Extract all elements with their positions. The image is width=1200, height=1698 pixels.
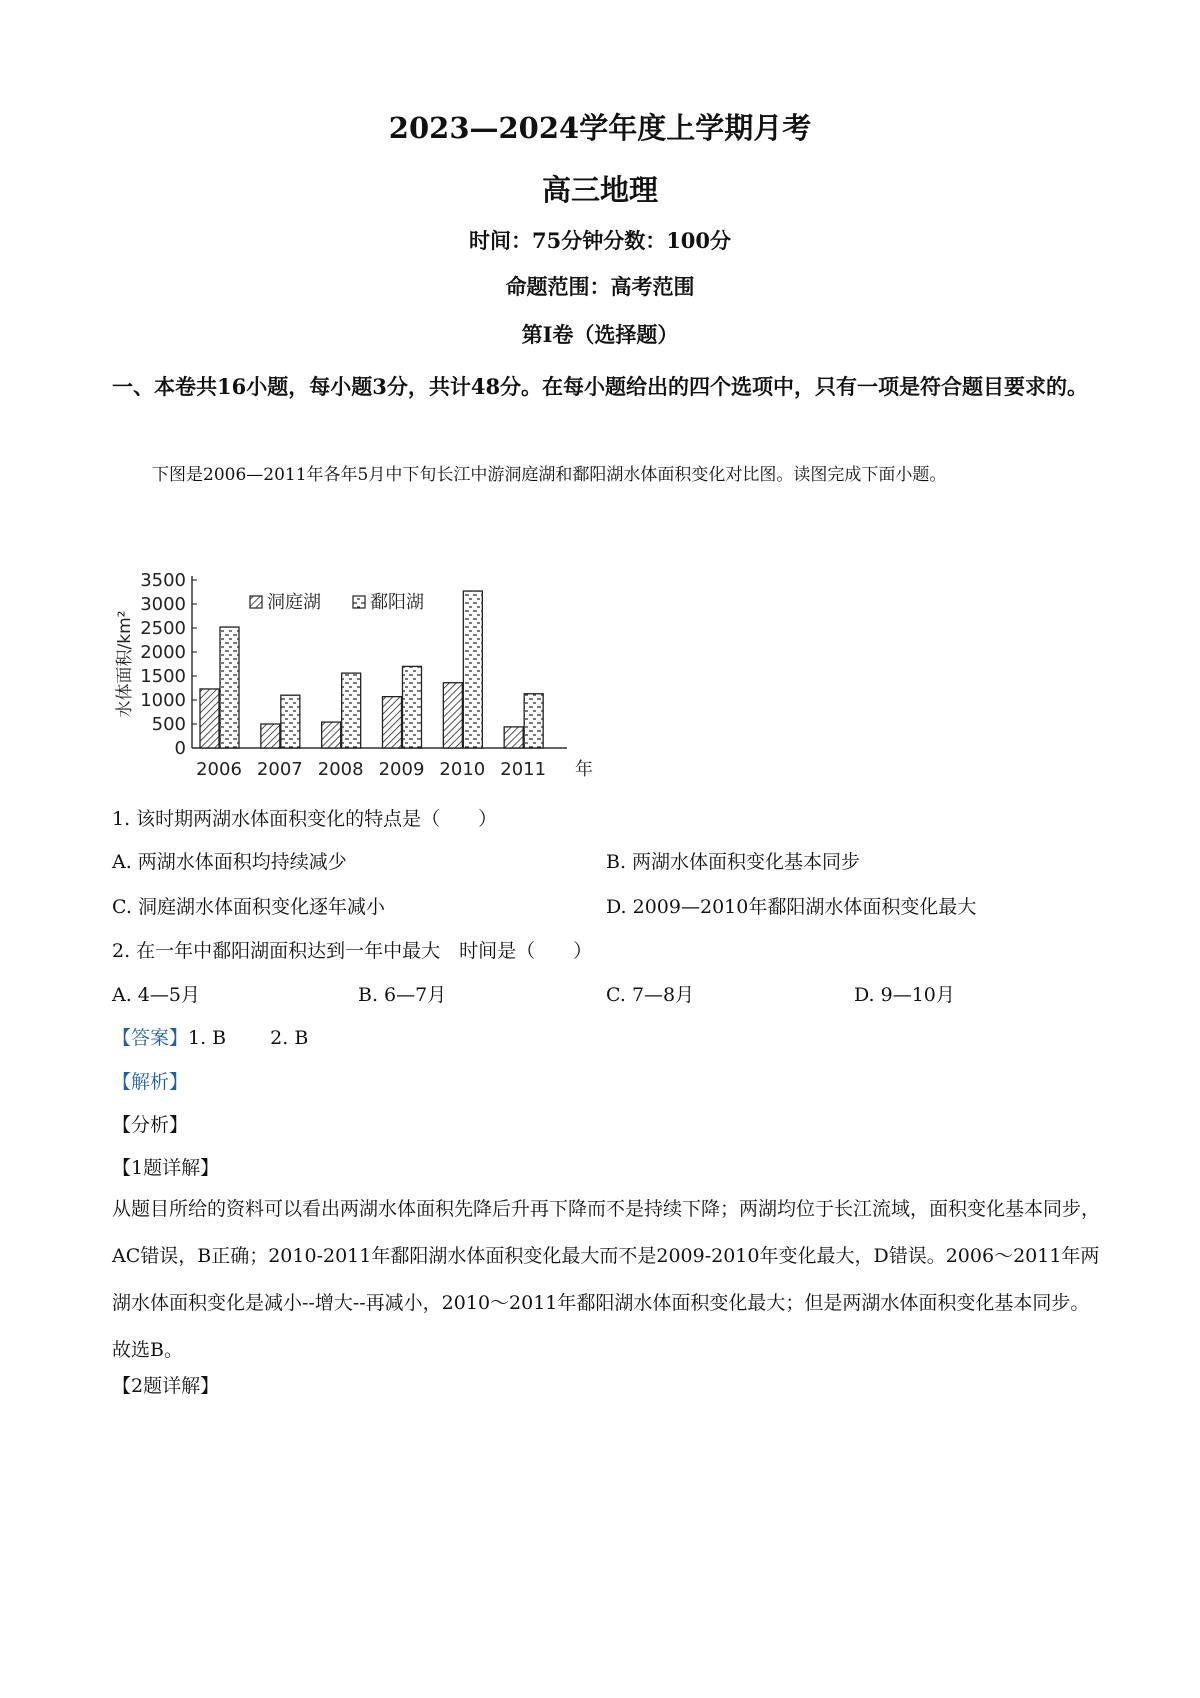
- bar-dongting-2007: [261, 724, 280, 748]
- bar-poyang-2010: [463, 591, 482, 748]
- bar-poyang-2011: [524, 694, 543, 748]
- y-axis-label: 水体面积/km²: [115, 610, 135, 718]
- y-tick-label: 2500: [140, 618, 186, 639]
- x-tick-label: 2009: [378, 759, 425, 780]
- x-tick-label: 2010: [439, 759, 486, 780]
- subject-title: 高三地理: [541, 173, 658, 207]
- bar-poyang-2006: [220, 627, 239, 748]
- y-tick-label: 500: [151, 714, 186, 735]
- scope: 命题范围：高考范围: [505, 274, 695, 299]
- q2-option-d: D. 9—10月: [854, 984, 955, 1006]
- y-tick-label: 1000: [140, 690, 186, 711]
- q1-detail-label: 【1题详解】: [112, 1157, 220, 1179]
- question-intro: 下图是2006—2011年各年5月中下旬长江中游洞庭湖和鄱阳湖水体面积变化对比图。读图完成下面小题。: [152, 465, 947, 485]
- x-axis-label: 年: [575, 759, 593, 780]
- fenxi-label: 【分析】: [112, 1114, 189, 1136]
- question-2-stem: 2. 在一年中鄱阳湖面积达到一年中最大 时间是（ ）: [112, 940, 593, 962]
- x-tick-label: 2006: [196, 759, 242, 780]
- y-tick-label: 3000: [140, 594, 186, 615]
- volume-heading: 第Ⅰ卷（选择题）: [521, 322, 679, 347]
- bar-dongting-2009: [383, 697, 402, 748]
- q1-option-d: D. 2009—2010年鄱阳湖水体面积变化最大: [606, 896, 977, 918]
- bar-poyang-2007: [281, 695, 300, 748]
- question-1-stem: 1. 该时期两湖水体面积变化的特点是（ ）: [112, 808, 498, 830]
- answer-line: [112, 1024, 308, 1052]
- q2-option-c: C. 7—8月: [606, 984, 695, 1006]
- q1-option-a: A. 两湖水体面积均持续减少: [112, 851, 347, 873]
- exam-title: 2023—2024学年度上学期月考: [388, 111, 812, 145]
- x-tick-label: 2011: [500, 759, 547, 780]
- y-tick-label: 2000: [140, 642, 186, 663]
- section-one-instructions: 一、本卷共16小题，每小题3分，共计48分。在每小题给出的四个选项中，只有一项是符合题目要求的。: [112, 374, 1089, 399]
- analysis-label: 【解析】: [112, 1071, 189, 1093]
- answer-text: 1. B 2. B: [188, 1027, 309, 1049]
- q1-detail-text: 从题目所给的资料可以看出两湖水体面积先降后升再下降而不是持续下降；两湖均位于长江流域，面积变化基本同步，AC错误，B正确；2010-2011年鄱阳湖水体面积变化最大而不是2009-2010年变化最大，D错误。2006～2011年两湖水体面积变化是减小--增大--再减小，2010～2011年鄱阳湖水体面积变化最大；但是两湖水体面积变化基本同步。故选B。: [112, 1198, 1101, 1361]
- y-tick-label: 1500: [140, 666, 186, 687]
- q1-option-b: B. 两湖水体面积变化基本同步: [606, 851, 861, 873]
- y-tick-label: 3500: [140, 570, 186, 591]
- x-tick-label: 2008: [317, 759, 364, 780]
- bar-dongting-2008: [322, 722, 341, 748]
- bar-poyang-2009: [403, 666, 422, 748]
- y-tick-label: 0: [174, 738, 186, 759]
- answer-label: 【答案】: [112, 1027, 189, 1049]
- legend-label-dongting: 洞庭湖: [267, 592, 321, 613]
- time-score: 时间：75分钟分数：100分: [468, 228, 732, 253]
- legend-label-poyang: 鄱阳湖: [370, 592, 424, 613]
- legend-swatch-poyang: [353, 596, 365, 608]
- bar-dongting-2010: [443, 683, 462, 748]
- legend-swatch-dongting: [250, 596, 262, 608]
- q1-option-c: C. 洞庭湖水体面积变化逐年减小: [112, 896, 385, 918]
- x-tick-label: 2007: [256, 759, 303, 780]
- q2-option-a: A. 4—5月: [112, 984, 200, 1006]
- bar-dongting-2011: [504, 727, 523, 748]
- q2-detail-label: 【2题详解】: [112, 1375, 220, 1397]
- lake-area-bar-chart: [112, 560, 632, 800]
- bar-poyang-2008: [342, 673, 361, 748]
- bar-dongting-2006: [200, 689, 219, 748]
- q2-option-b: B. 6—7月: [358, 984, 447, 1006]
